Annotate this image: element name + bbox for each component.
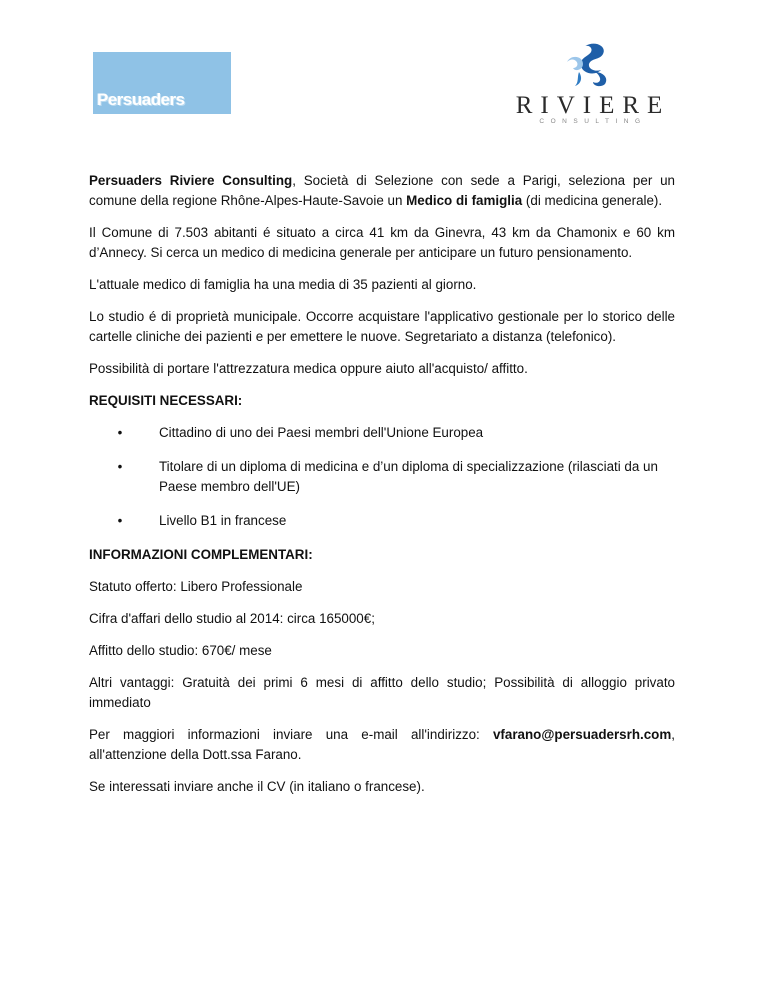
studio-paragraph: Lo studio é di proprietà municipale. Occorre acquistare l'applicativo gestionale per lo storico delle cartelle cliniche dei pazienti e per emettere le nuove. Segretariato a distanza (telefonico).: [89, 309, 675, 344]
riviere-logo-subtitle: CONSULTING: [539, 118, 647, 125]
requirement-text: Livello B1 in francese: [159, 513, 287, 528]
persuaders-logo: [93, 52, 231, 114]
requirements-heading: REQUISITI NECESSARI:: [89, 393, 243, 408]
vantaggi-paragraph: Altri vantaggi: Gratuità dei primi 6 mesi di affitto dello studio; Possibilità di alloggio privato immediato: [89, 675, 675, 710]
document-body: [89, 171, 675, 809]
intro-text: , Società di Selezione con sede a Parigi, seleziona per un comune della regione Rhône-Alpes-Haute-Savoie un: [89, 173, 675, 208]
cv-paragraph: Se interessati inviare anche il CV (in italiano o francese).: [89, 779, 425, 794]
bullet-icon: •: [117, 459, 123, 474]
list-item: [89, 457, 675, 497]
company-name: Persuaders Riviere Consulting: [89, 173, 293, 188]
affitto-line: Affitto dello studio: 670€/ mese: [89, 643, 272, 658]
list-item: [89, 423, 675, 443]
equipment-paragraph: Possibilità di portare l'attrezzatura medica oppure aiuto all'acquisto/ affitto.: [89, 361, 528, 376]
statuto-line: Statuto offerto: Libero Professionale: [89, 579, 303, 594]
contact-paragraph: [89, 725, 675, 765]
bullet-icon: •: [117, 513, 123, 528]
requirement-text: Cittadino di uno dei Paesi membri dell'Unione Europea: [159, 425, 484, 440]
requirement-text: Titolare di un diploma di medicina e d’un diploma di specializzazione (rilasciati da un Paese membro dell'UE): [159, 459, 658, 494]
persuaders-logo-text: Persuaders: [97, 90, 185, 109]
contact-text-end: , all'attenzione della Dott.ssa Farano.: [89, 727, 675, 762]
requirements-list: [89, 423, 675, 531]
bullet-icon: •: [117, 425, 123, 440]
cifra-line: Cifra d'affari dello studio al 2014: circa 165000€;: [89, 611, 375, 626]
patients-paragraph: L'attuale medico di famiglia ha una media di 35 pazienti al giorno.: [89, 277, 477, 292]
info-heading: INFORMAZIONI COMPLEMENTARI:: [89, 547, 313, 562]
contact-email[interactable]: vfarano@persuadersrh.com: [492, 727, 672, 742]
list-item: [89, 511, 675, 531]
riviere-consulting-logo: [508, 38, 678, 130]
contact-text: Per maggiori informazioni inviare una e-mail all'indirizzo:: [89, 727, 493, 742]
intro-paragraph: [89, 171, 675, 211]
position-title: Medico di famiglia: [406, 193, 523, 208]
intro-text-end: (di medicina generale).: [522, 193, 663, 208]
location-paragraph: Il Comune di 7.503 abitanti é situato a circa 41 km da Ginevra, 43 km da Chamonix e 60 km d’Annecy. Si cerca un medico di medicina generale per anticipare un futuro pensionamento.: [89, 225, 675, 260]
riviere-swirl-icon: [555, 42, 631, 90]
riviere-logo-word: RIVIERE: [515, 92, 671, 119]
